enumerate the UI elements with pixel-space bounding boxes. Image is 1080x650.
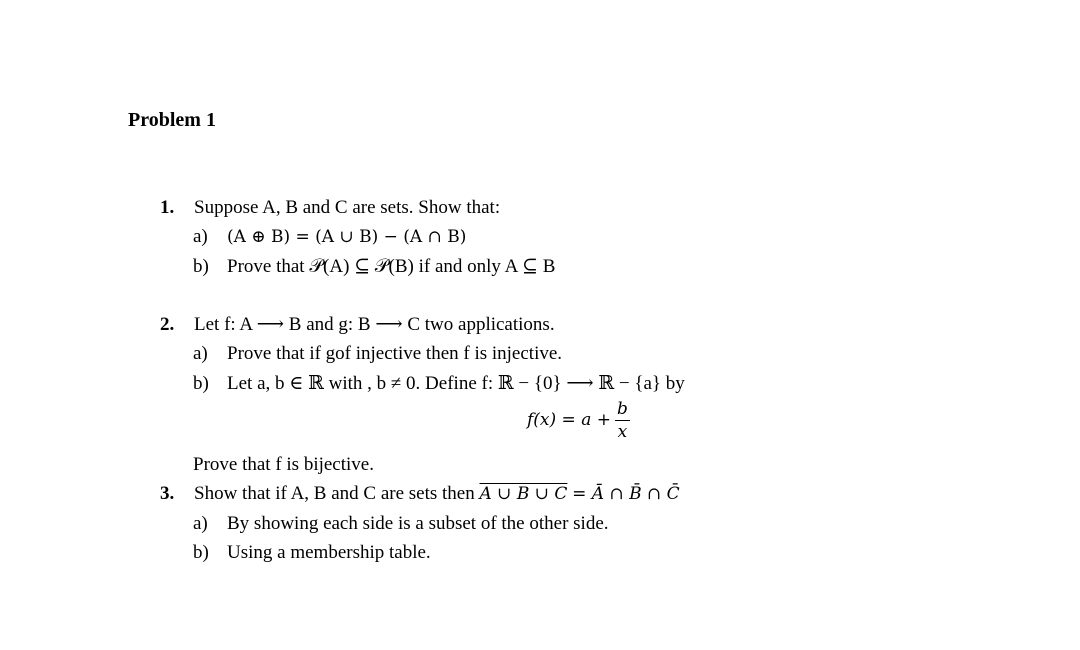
problem-text: Show that if A, B and C are sets then xyxy=(194,483,475,504)
problem-1-statement xyxy=(160,197,500,219)
formula-fraction xyxy=(615,398,630,443)
problem-number: 1. xyxy=(160,197,175,218)
part-label: b) xyxy=(193,542,209,563)
problem-number: 3. xyxy=(160,483,175,504)
part-text: Using a membership table. xyxy=(227,542,431,563)
problem-2-conclusion: Prove that f is bijective. xyxy=(193,454,374,475)
part-label: a) xyxy=(193,513,208,534)
problem-3-part-a xyxy=(193,513,609,535)
problem-3-part-b xyxy=(193,542,431,564)
part-label: b) xyxy=(193,373,209,394)
problem-2-statement xyxy=(160,313,555,336)
overline-expression: A ∪ B ∪ C xyxy=(479,484,568,504)
display-formula xyxy=(527,398,630,443)
problem-text: Suppose A, B and C are sets. Show that: xyxy=(194,197,501,218)
problem-3-statement xyxy=(160,483,680,505)
part-label: a) xyxy=(193,343,208,364)
part-text: Prove that 𝒫(A) ⊆ 𝒫(B) if and only A ⊆ B xyxy=(227,256,556,277)
problem-title: Problem 1 xyxy=(128,109,216,131)
problem-1-part-a xyxy=(193,226,466,248)
problem-1-part-b xyxy=(193,255,555,278)
fraction-numerator: b xyxy=(616,399,628,419)
formula-lhs: f(x) = a + xyxy=(527,409,611,430)
problem-2-part-b xyxy=(193,372,685,395)
rhs-expression: = Ā ∩ B̄ ∩ C̄ xyxy=(572,484,680,504)
part-text: By showing each side is a subset of the other side. xyxy=(227,513,609,534)
part-label: a) xyxy=(193,226,208,247)
part-text: Prove that if gof injective then f is injective. xyxy=(227,343,563,364)
problem-2-part-a xyxy=(193,343,562,365)
problem-number: 2. xyxy=(160,314,175,335)
problem-text: Let f: A ⟶ B and g: B ⟶ C two applications. xyxy=(194,314,555,335)
part-label: b) xyxy=(193,256,209,277)
fraction-denominator: x xyxy=(617,422,628,442)
part-text: Let a, b ∈ ℝ with , b ≠ 0. Define f: ℝ − {0} ⟶ ℝ − {a} by xyxy=(227,373,685,394)
part-text: (A ⊕ B) = (A ∪ B) − (A ∩ B) xyxy=(227,227,467,247)
